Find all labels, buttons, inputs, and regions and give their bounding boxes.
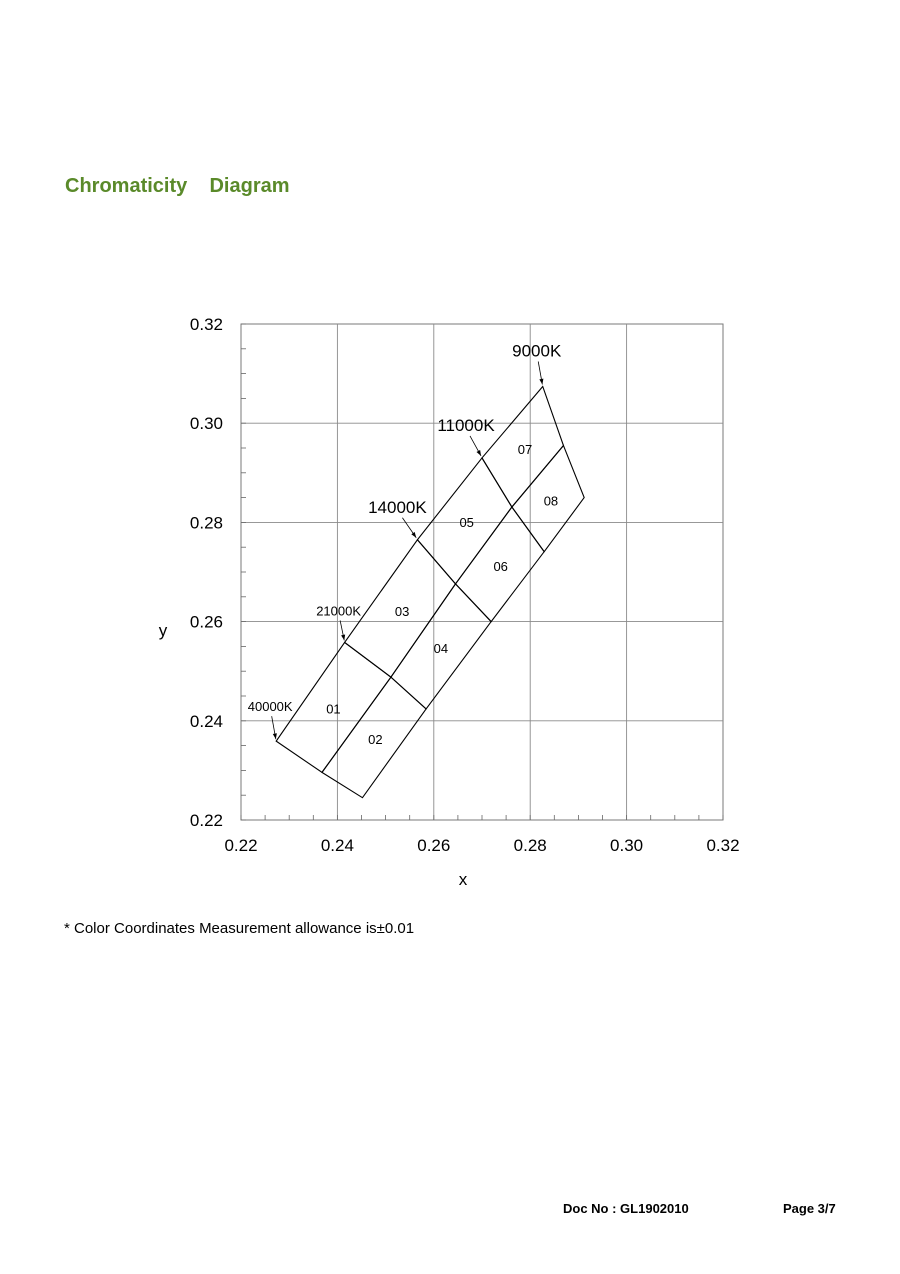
cct-label: 9000K (512, 341, 562, 361)
cct-arrowhead (477, 450, 482, 456)
y-tick-label: 0.32 (189, 315, 223, 334)
x-tick-label: 0.22 (224, 836, 258, 855)
bin-label: 05 (459, 515, 474, 531)
cct-arrowhead (411, 532, 416, 538)
measurement-note: * Color Coordinates Measurement allowance is±0.01 (64, 920, 415, 937)
page-number: Page 3/7 (783, 1201, 836, 1216)
minor-ticks (241, 324, 723, 820)
bin-label: 01 (326, 701, 341, 717)
bin-label: 07 (517, 442, 533, 458)
bin-label: 02 (368, 732, 383, 748)
cct-label: 40000K (247, 699, 293, 715)
x-tick-label: 0.28 (513, 836, 547, 855)
cct-label: 21000K (316, 603, 362, 619)
y-tick-label: 0.22 (189, 811, 223, 830)
y-tick-label: 0.26 (189, 612, 223, 632)
plot-frame (241, 324, 723, 820)
cct-arrowhead (341, 634, 345, 640)
cct-arrowhead (539, 379, 543, 385)
page-title: Chromaticity Diagram (65, 175, 290, 197)
grid (241, 324, 723, 820)
bin-label: 03 (394, 603, 410, 619)
bin-label: 06 (493, 559, 508, 575)
x-tick-label: 0.30 (610, 836, 644, 855)
cct-label: 11000K (437, 415, 495, 435)
bin-label: 08 (543, 493, 559, 509)
x-tick-label: 0.32 (706, 836, 740, 855)
y-axis-label: y (158, 621, 168, 640)
cct-annotations (248, 341, 562, 739)
bin-label: 04 (433, 640, 449, 656)
tick-labels (190, 315, 740, 855)
x-tick-label: 0.24 (320, 836, 354, 855)
y-tick-label: 0.30 (189, 414, 223, 434)
y-tick-label: 0.24 (189, 711, 223, 731)
cct-arrowhead (273, 733, 277, 739)
x-axis-label: x (458, 870, 468, 889)
bin-labels (326, 442, 558, 747)
doc-number: Doc No : GL1902010 (563, 1201, 689, 1216)
cct-label: 14000K (368, 497, 427, 517)
bin-regions (276, 386, 584, 797)
x-tick-label: 0.26 (417, 836, 451, 855)
y-tick-label: 0.28 (189, 513, 223, 533)
